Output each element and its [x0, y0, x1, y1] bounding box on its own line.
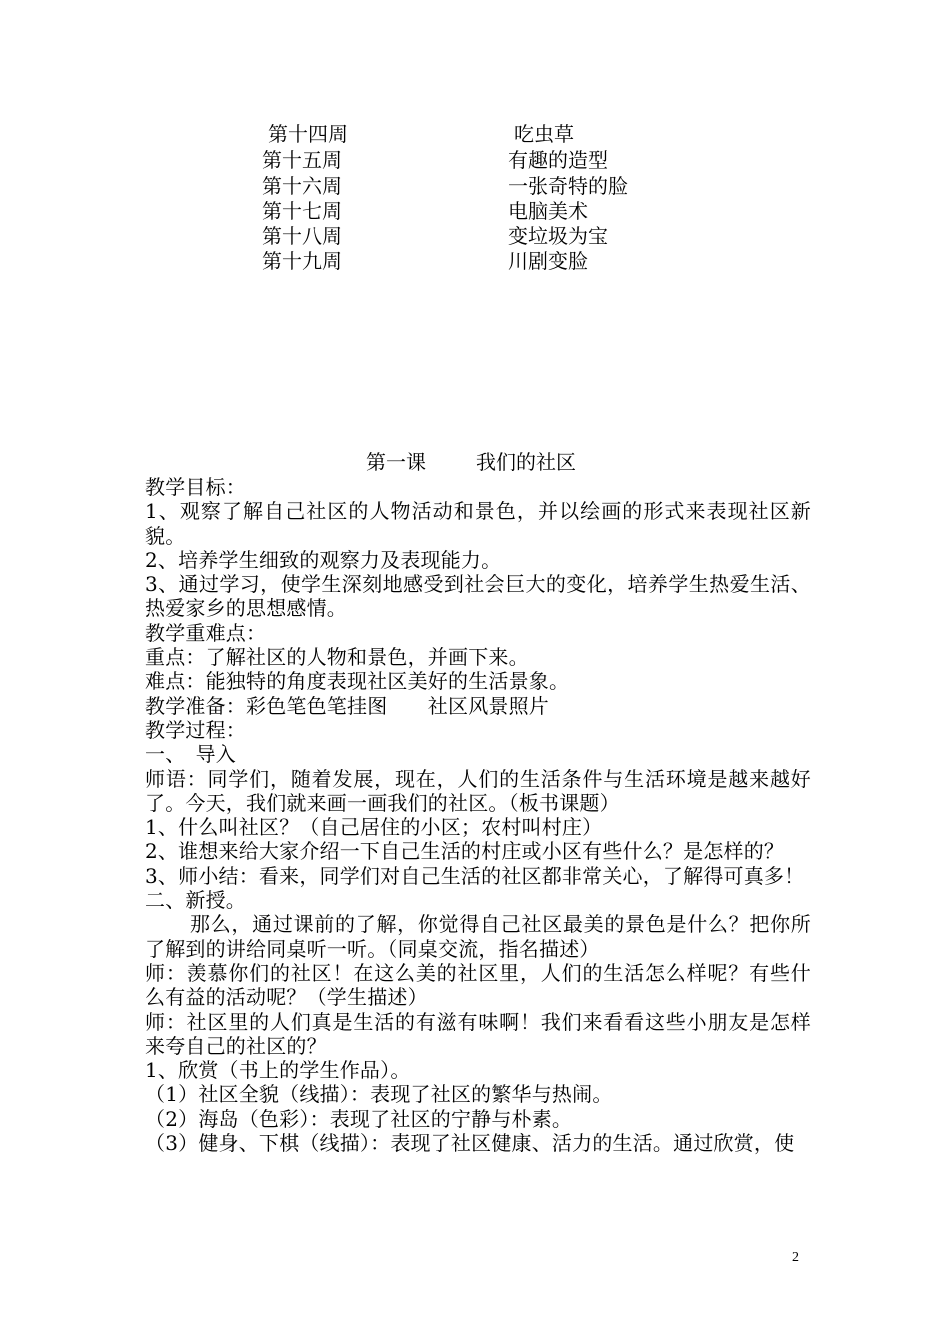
paragraph: 重点：了解社区的人物和景色，并画下来。 — [145, 645, 529, 670]
paragraph: （3）健身、下棋（线描）：表现了社区健康、活力的生活。通过欣赏，使 — [145, 1131, 795, 1156]
section-heading: 教学目标： — [145, 475, 246, 499]
week-label: 第十五周 — [262, 148, 342, 172]
lesson-title — [0, 449, 950, 475]
schedule-row — [0, 148, 950, 173]
week-label: 第十七周 — [262, 199, 342, 223]
topic-label: 川剧变脸 — [508, 249, 588, 273]
paragraph: 师语：同学们，随着发展，现在，人们的生活条件与生活环境是越来越好了。今天，我们就来画一画我们的社区。（板书课题） — [145, 766, 811, 815]
paragraph: （2）海岛（色彩）：表现了社区的宁静与朴素。 — [145, 1106, 573, 1131]
paragraph: （1）社区全貌（线描）：表现了社区的繁华与热闹。 — [145, 1082, 613, 1107]
paragraph: 1、观察了解自己社区的人物活动和景色，并以绘画的形式来表现社区新貌。 — [145, 499, 811, 548]
section-heading: 二、新授。 — [145, 888, 246, 913]
lesson-body — [145, 475, 811, 1155]
paragraph: 2、谁想来给大家介绍一下自己生活的村庄或小区有些什么？是怎样的？ — [145, 839, 785, 864]
week-label: 第十九周 — [262, 249, 342, 273]
section-heading: 教学重难点： — [145, 620, 267, 645]
schedule-row — [0, 174, 950, 199]
section-heading: 一、 导入 — [145, 742, 236, 767]
paragraph: 2、培养学生细致的观察力及表现能力。 — [145, 547, 502, 572]
paragraph: 教学准备：彩色笔色笔挂图 社区风景照片 — [145, 693, 549, 718]
week-label: 第十六周 — [262, 174, 342, 198]
paragraph: 师：羡慕你们的社区！在这么美的社区里，人们的生活怎么样呢？有些什么有益的活动呢？（学生描述） — [145, 960, 811, 1010]
section-heading: 教学过程： — [145, 717, 246, 742]
paragraph: 1、什么叫社区？（自己居住的小区；农村叫村庄） — [145, 815, 603, 840]
lesson-number: 第一课 — [366, 450, 426, 474]
schedule-row — [0, 199, 950, 224]
topic-label: 吃虫草 — [514, 122, 574, 146]
paragraph: 那么，通过课前的了解，你觉得自己社区最美的景色是什么？把你所了解到的讲给同桌听一听。（同桌交流，指名描述） — [145, 912, 811, 961]
paragraph: 师：社区里的人们真是生活的有滋有味啊！我们来看看这些小朋友是怎样来夸自己的社区的？ — [145, 1009, 811, 1058]
paragraph: 难点：能独特的角度表现社区美好的生活景象。 — [145, 669, 570, 694]
schedule-row — [0, 122, 950, 147]
week-label: 第十四周 — [268, 122, 348, 146]
week-label: 第十八周 — [262, 224, 342, 248]
topic-label: 变垃圾为宝 — [508, 224, 608, 248]
schedule-row — [0, 249, 950, 274]
paragraph: 3、通过学习，使学生深刻地感受到社会巨大的变化，培养学生热爱生活、热爱家乡的思想感情。 — [145, 572, 811, 621]
paragraph: 1、欣赏（书上的学生作品）。 — [145, 1058, 411, 1083]
page-number: 2 — [792, 1250, 799, 1265]
topic-label: 一张奇特的脸 — [508, 174, 628, 198]
topic-label: 电脑美术 — [508, 199, 588, 223]
schedule-row — [0, 224, 950, 249]
topic-label: 有趣的造型 — [508, 148, 608, 172]
lesson-name: 我们的社区 — [476, 450, 576, 474]
paragraph: 3、师小结：看来，同学们对自己生活的社区都非常关心，了解得可真多！ — [145, 863, 805, 888]
